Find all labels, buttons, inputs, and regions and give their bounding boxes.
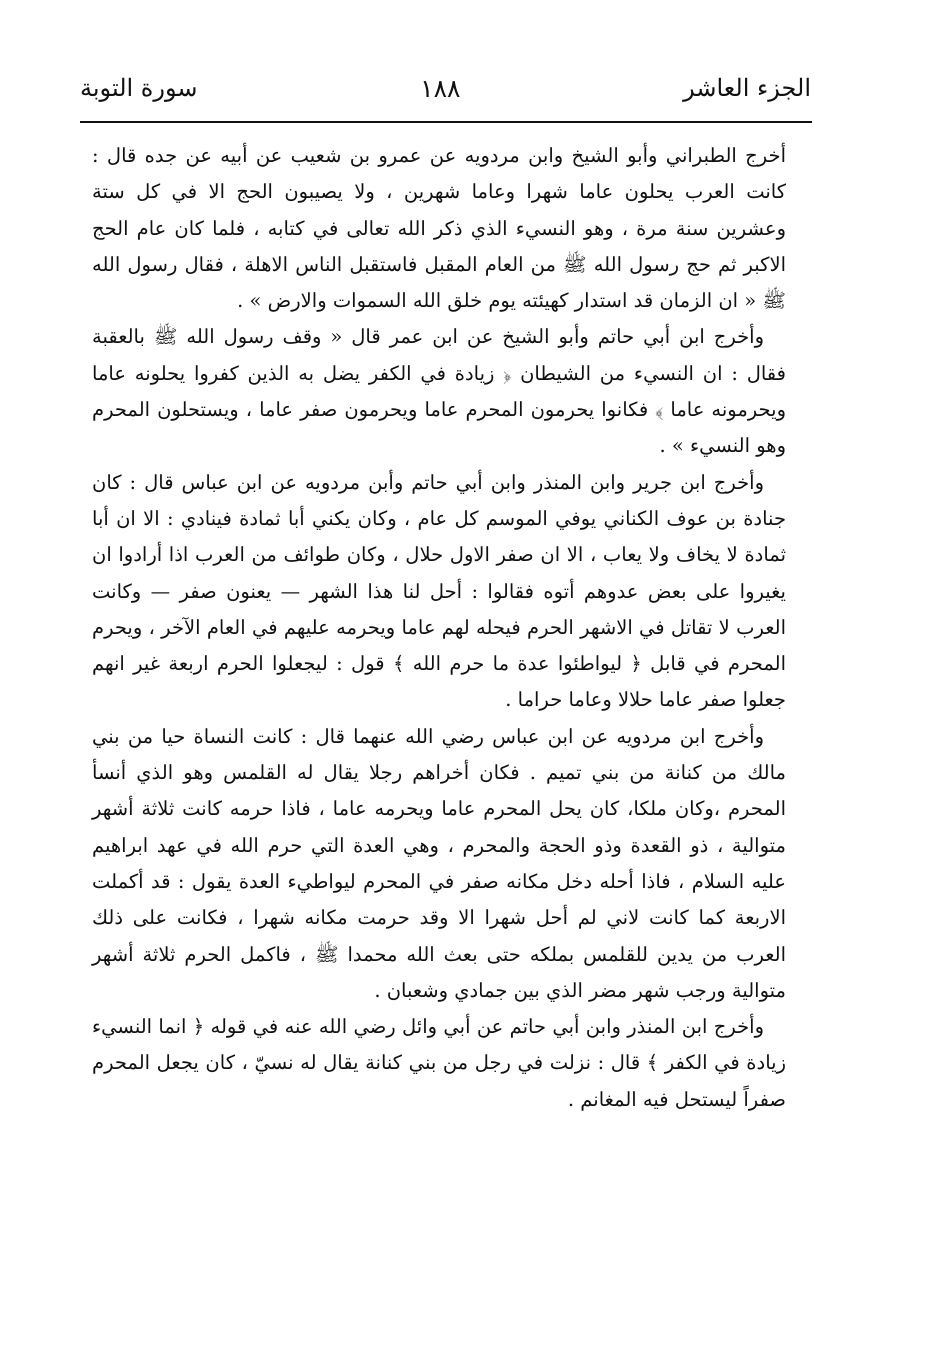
paragraph-3: وأخرج ابن جرير وابن المنذر وابن أبي حاتم وأبن مردويه عن ابن عباس قال : كان جنادة بن عوف الكناني يوفي الموسم كل عام ، وكان يكني أبا ثمادة فينادي : الا ان أبا ثمادة لا يخاف ولا يعاب ، الا ان صفر الاول حلال ، وكان طوائف من العرب اذا أرادوا ان يغيروا على بعض عدوهم أتوه فقالوا : أحل لنا هذا الشهر — يعنون صفر — وكانت العرب لا تقاتل في الاشهر الحرم فيحله لهم عاما ويحرمه عليهم في العام الآخر ، ويحرم المحرم في قابل ﴿ ليواطئوا عدة ما حرم الله ﴾ قول : ليجعلوا الحرم اربعة غير انهم جعلوا صفر عاما حلالا وعاما حراما . bbox=[92, 470, 786, 712]
paragraph-4: وأخرج ابن مردويه عن ابن عباس رضي الله عنهما قال : كانت النساة حيا من بني مالك من كنانة من بني تميم . فكان أخراهم رجلا يقال له القلمس وهو الذي أنسأ المحرم ،وكان ملكا، كان يحل المحرم عاما ويحرمه عاما ، فاذا حرمه كانت ثلاثة أشهر متوالية ، ذو القعدة وذو الحجة والمحرم ، وهي العدة التي حرم الله في عهد ابراهيم عليه السلام ، فاذا أحله دخل مكانه صفر في المحرم ليواطيء العدة يقول : قد أكملت الاربعة كما كانت لاني لم أحل شهرا الا وقد حرمت مكانه شهرا ، فكانت على ذلك العرب من يدين للقلمس بملكه حتى بعث الله محمدا ﷺ ، فاكمل الحرم ثلاثة أشهر متوالية ورجب شهر مضر الذي بين جمادي وشعبان . bbox=[92, 724, 786, 1002]
page-number: ١٨٨ bbox=[420, 73, 461, 103]
header-rule bbox=[80, 121, 812, 123]
running-head-part: الجزء العاشر bbox=[683, 74, 811, 102]
paragraph-5: وأخرج ابن المنذر وابن أبي حاتم عن أبي وائل رضي الله عنه في قوله ﴿ انما النسيء زيادة في الكفر ﴾ قال : نزلت في رجل من بني كنانة يقال له نسيّ ، كان يجعل المحرم صفراً ليستحل فيه المغانم . bbox=[92, 1015, 786, 1111]
main-text bbox=[92, 138, 786, 1118]
paragraph-2: وأخرج ابن أبي حاتم وأبو الشيخ عن ابن عمر قال « وقف رسول الله ﷺ بالعقبة فقال : ان النسيء من الشيطان ﴿ زيادة في الكفر يضل به الذين كفروا يحلونه عاما ويحرمونه عاما ﴾ فكانوا يحرمون المحرم عاما ويحرمون صفر عاما ، ويستحلون المحرم وهو النسيء » . bbox=[92, 325, 786, 458]
page-header bbox=[80, 68, 811, 108]
running-head-surah: سورة التوبة bbox=[80, 74, 198, 102]
paragraph-1: أخرج الطبراني وأبو الشيخ وابن مردويه عن عمرو بن شعيب عن أبيه عن جده قال : كانت العرب يحلون عاما شهرا وعاما شهرين ، ولا يصيبون الحج الا في كل ستة وعشرين سنة مرة ، وهو النسيء الذي ذكر الله تعالى في كتابه ، فلما كان عام الحج الاكبر ثم حج رسول الله ﷺ من العام المقبل فاستقبل الناس الاهلة ، فقال رسول الله ﷺ « ان الزمان قد استدار كهيئته يوم خلق الله السموات والارض » . bbox=[92, 144, 786, 313]
